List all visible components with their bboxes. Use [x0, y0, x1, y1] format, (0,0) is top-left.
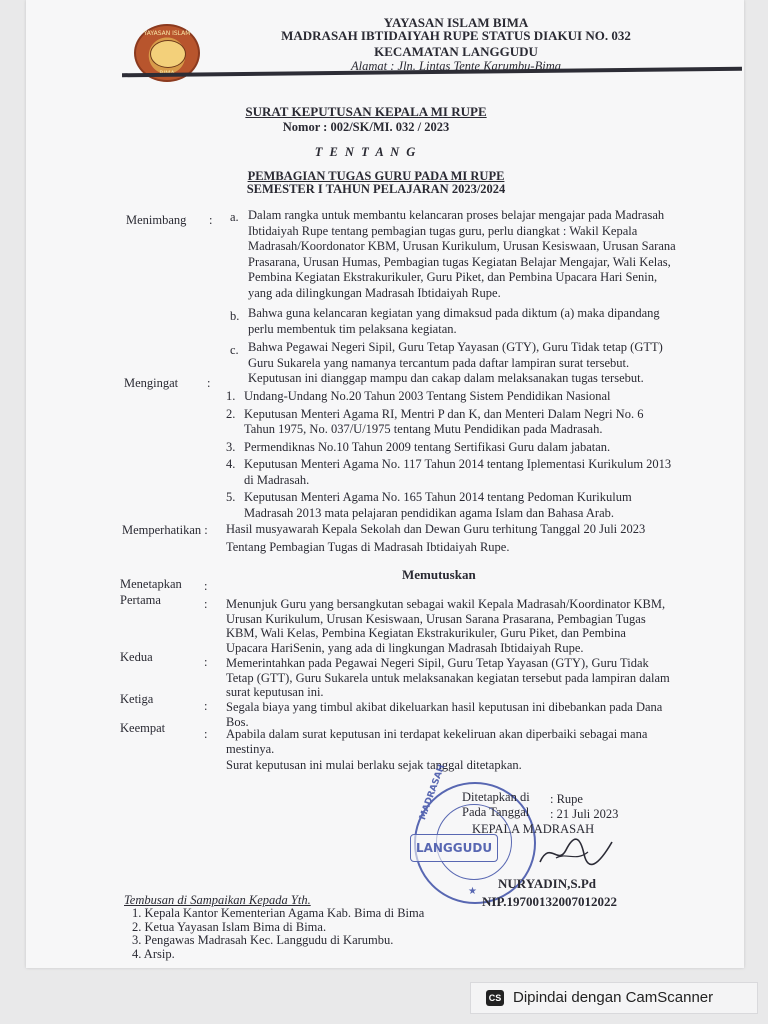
- ketiga-label: Ketiga: [120, 692, 154, 706]
- list-item: 2. Ketua Yayasan Islam Bima di Bima.: [132, 919, 327, 934]
- pertama-text: Menunjuk Guru yang bersangkutan sebagai wakil Kepala Madrasah/Koordinator KBM, Urusan Kurikulum, Urusan Kesiswaan, Urusan Sarana Prasarana, Pembagian Tugas KBM, Wali Kelas, Pembina Kegiatan Ekstrakurikuler, Guru Piket, dan Pembina Upacara HariSenin, yang ada di lingkungan Madrasah Ibtidaiyah Rupe.: [226, 597, 666, 655]
- subject-line2: SEMESTER I TAHUN PELAJARAN 2023/2024: [246, 182, 506, 196]
- signature-icon: [536, 832, 616, 872]
- scanner-watermark: [470, 982, 758, 1014]
- menimbang-colon: :: [209, 213, 213, 227]
- stamp-ring-text: MADRASAH: [418, 763, 448, 822]
- menimbang-b-mark: b.: [230, 309, 240, 323]
- menimbang-c-mark: c.: [230, 343, 239, 357]
- tembusan-title: Tembusan di Sampaikan Kepada Yth.: [124, 893, 311, 907]
- ketiga-text: Segala biaya yang timbul akibat dikeluarkan hasil keputusan ini dibebankan pada Dana Bos.: [226, 700, 663, 729]
- kedua-label: Kedua: [120, 650, 153, 664]
- list-item: 3. Permendiknas No.10 Tahun 2009 tentang Sertifikasi Guru dalam jabatan.: [226, 439, 611, 454]
- ditetapkan-value: : Rupe: [550, 792, 583, 806]
- letterhead-line1: YAYASAN ISLAM BIMA: [383, 15, 529, 30]
- mengingat-list: [226, 389, 706, 521]
- mengingat-colon: :: [207, 376, 211, 390]
- subject-line1: PEMBAGIAN TUGAS GURU PADA MI RUPE: [247, 169, 505, 183]
- menimbang-a-text: Dalam rangka untuk membantu kelancaran proses belajar mengajar pada Madrasah Ibtidaiyah Rupe tentang pembagian tugas guru, perlu diangkat : Wakil Kepala Madrasah/Koordonator KBM, Urusan Kurikulum, Urusan Kesiswaan, Urusan Sarana Prasarana, Urusan Humas, Pembagian tugas Kegiatan Belajar Mengajar, Wali Kelas, Pembina Kegiatan Ekstrakurikuler, Guru Piket, dan Pembina Upacara Hari Senin, yang ada dilingkungan Madrasah Ibtidaiyah Rupe.: [248, 208, 676, 300]
- keempat-colon: :: [204, 727, 208, 741]
- menetapkan-colon: :: [204, 579, 208, 593]
- stamp-text: LANGGUDU: [410, 834, 498, 862]
- menetapkan-label: Menetapkan: [120, 577, 182, 591]
- menimbang-label: Menimbang: [126, 213, 187, 227]
- mengingat-label: Mengingat: [124, 376, 179, 390]
- list-item: 4. Arsip.: [132, 946, 175, 961]
- kedua-colon: :: [204, 655, 208, 669]
- memperhatikan-text: Hasil musyawarah Kepala Sekolah dan Dewan Guru terhitung Tanggal 20 Juli 2023 Tentang Pembagian Tugas di Madrasah Ibtidaiyah Rupe.: [226, 522, 646, 554]
- camscanner-icon: CS: [486, 990, 504, 1006]
- list-item: 1. Undang-Undang No.20 Tahun 2003 Tentang Sistem Pendidikan Nasional: [226, 389, 611, 403]
- list-item: 2. Keputusan Menteri Agama RI, Mentri P dan K, dan Menteri Dalam Negri No. 6 Tahun 1975, No. 037/U/1975 tentang Mutu Pendidikan pada Madrasah.: [226, 406, 644, 436]
- letterhead-line3: KECAMATAN LANGGUDU: [374, 44, 538, 59]
- ditetapkan-label: Ditetapkan di: [462, 790, 530, 804]
- list-item: 4. Keputusan Menteri Agama No. 117 Tahun 2014 tentang Iplementasi Kurikulum 2013 di Madrasah.: [226, 457, 672, 487]
- list-item: 1. Kepala Kantor Kementerian Agama Kab. Bima di Bima: [132, 906, 425, 920]
- keempat-label: Keempat: [120, 721, 166, 735]
- logo-text-top: YAYASAN ISLAM: [143, 30, 191, 37]
- memperhatikan-label: Memperhatikan :: [122, 523, 208, 537]
- jabatan: KEPALA MADRASAH: [472, 822, 595, 836]
- menimbang-a-mark: a.: [230, 210, 239, 224]
- logo-text-bottom: BIMA: [159, 70, 175, 77]
- document-title: SURAT KEPUTUSAN KEPALA MI RUPE: [245, 104, 487, 119]
- list-item: 5. Keputusan Menteri Agama No. 165 Tahun 2014 tentang Pedoman Kurikulum Madrasah 2013 mata pelajaran pendidikan agama Islam dan Bahasa Arab.: [226, 490, 632, 520]
- signatory-nip: NIP.19700132007012022: [482, 894, 617, 909]
- tembusan-list: [132, 907, 424, 961]
- tentang-heading: T E N T A N G: [314, 145, 418, 159]
- ketiga-colon: :: [204, 699, 208, 713]
- letterhead-line2: MADRASAH IBTIDAIYAH RUPE STATUS DIAKUI NO. 032: [281, 28, 631, 43]
- letterhead-address: Alamat : Jln. Lintas Tente Karumbu-Bima: [351, 59, 561, 73]
- tanggal-value: : 21 Juli 2023: [550, 807, 619, 821]
- pertama-colon: :: [204, 597, 208, 611]
- scanner-text: Dipindai dengan CamScanner: [513, 989, 714, 1006]
- document-number: Nomor : 002/SK/MI. 032 / 2023: [282, 120, 450, 134]
- pertama-label: Pertama: [120, 593, 161, 607]
- keempat-text: Apabila dalam surat keputusan ini terdapat kekeliruan akan diperbaiki sebagai mana mestinya. Surat keputusan ini mulai berlaku sejak tanggal ditetapkan.: [226, 727, 648, 772]
- document-page: [26, 0, 744, 968]
- menimbang-c-text: Bahwa Pegawai Negeri Sipil, Guru Tetap Yayasan (GTY), Guru Tidak tetap (GTT) Guru Sukarela yang namanya tercantum pada daftar lampiran surat tersebut. Keputusan ini dianggap mampu dan cakap dalam melaksanakan tugas tersebut.: [248, 340, 663, 385]
- signatory-name: NURYADIN,S.Pd: [498, 876, 597, 891]
- list-item: 3. Pengawas Madrasah Kec. Langgudu di Karumbu.: [132, 933, 394, 947]
- tanggal-label: Pada Tanggal: [462, 805, 530, 819]
- memutuskan-heading: Memutuskan: [402, 567, 476, 582]
- kedua-text: Memerintahkan pada Pegawai Negeri Sipil, Guru Tetap Yayasan (GTY), Guru Tidak Tetap (GTT), Guru Sukarela untuk melaksanakan kegiatan tersebut pada lampiran dalam surat keputusan ini.: [226, 656, 670, 699]
- menimbang-b-text: Bahwa guna kelancaran kegiatan yang dimaksud pada diktum (a) maka dipandang perlu membentuk tim pelaksana kegiatan.: [248, 306, 660, 336]
- stamp-star-icon: ★: [468, 886, 477, 897]
